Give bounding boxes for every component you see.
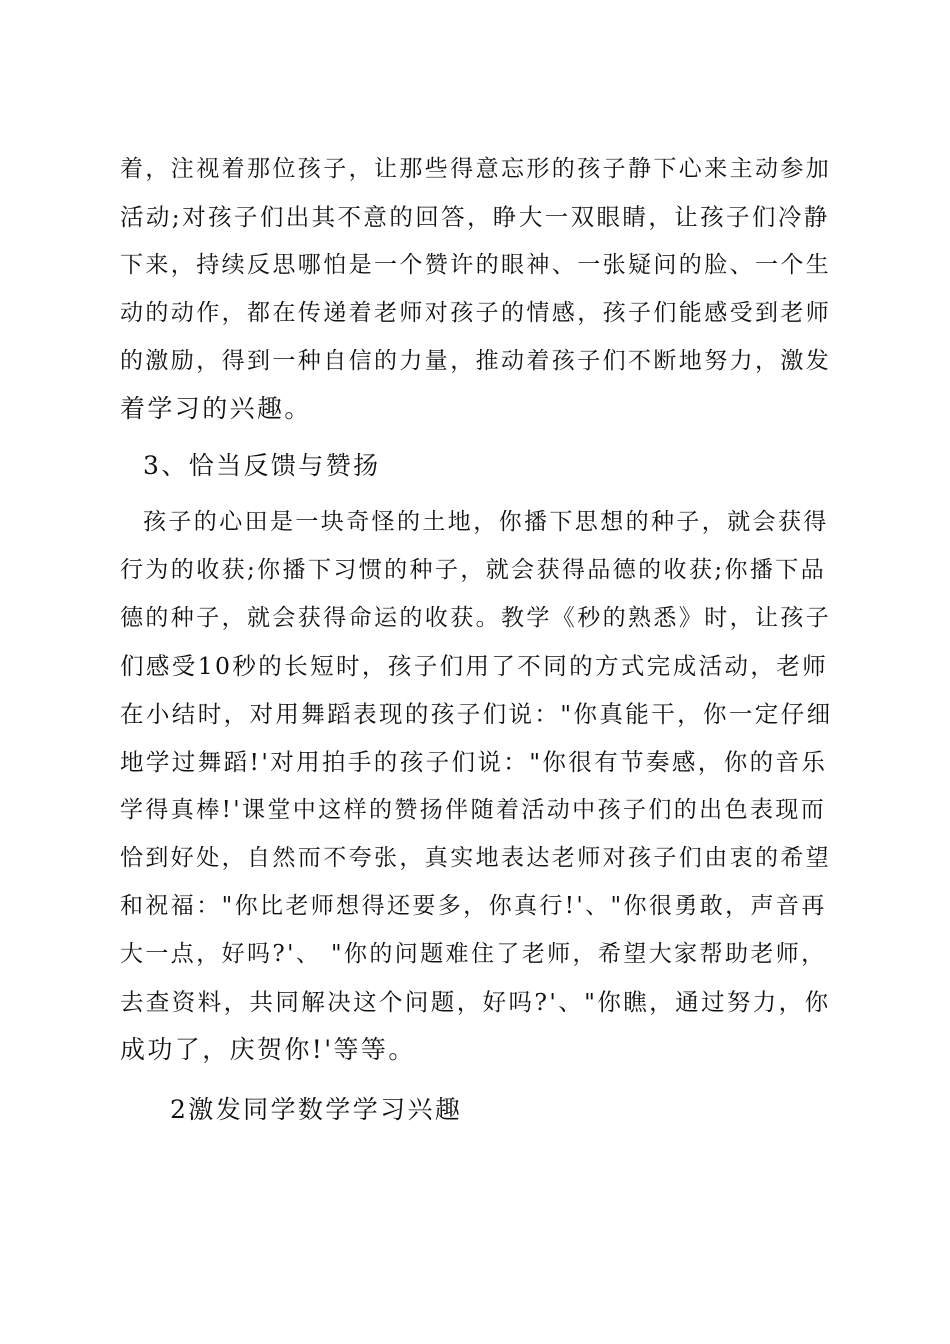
paragraph-line: 学得真棒!'课堂中这样的赞扬伴随着活动中孩子们的出色表现而: [120, 797, 827, 823]
paragraph-line: 在小结时，对用舞蹈表现的孩子们说："你真能干，你一定仔细: [120, 700, 833, 728]
paragraph-line: 孩子的心田是一块奇怪的土地，你播下思想的种子，就会获得: [143, 509, 829, 535]
paragraph-line: 着，注视着那位孩子，让那些得意忘形的孩子静下心来主动参加: [120, 156, 832, 182]
paragraph-line: 去查资料，共同解决这个问题，好吗?'、"你瞧，通过努力，你: [120, 988, 831, 1016]
paragraph-line: 成功了，庆贺你!'等等。: [120, 1035, 416, 1064]
paragraph-line: 地学过舞蹈!'对用拍手的孩子们说："你很有节奏感，你的音乐: [120, 748, 828, 776]
paragraph-line: 行为的收获;你播下习惯的种子，就会获得品德的收获;你播下品: [120, 557, 827, 583]
paragraph-line: 动的动作，都在传递着老师对孩子的情感，孩子们能感受到老师: [120, 300, 832, 326]
paragraph-line: 德的种子，就会获得命运的收获。教学《秒的熟悉》时，让孩子: [120, 605, 832, 631]
paragraph-line: 活动;对孩子们出其不意的回答，睁大一双眼睛，让孩子们冷静: [120, 203, 830, 231]
paragraph-line: 们感受10秒的长短时，孩子们用了不同的方式完成活动，老师: [120, 652, 829, 680]
paragraph-line: 下来，持续反思哪怕是一个赞许的眼神、一张疑问的脸、一个生: [120, 252, 832, 278]
section-heading: 2激发同学数学学习兴趣: [170, 1095, 463, 1124]
paragraph-line: 和祝福："你比老师想得还要多，你真行!'、"你很勇敢，声音再: [120, 893, 827, 919]
section-heading: 3、恰当反馈与赞扬: [143, 451, 381, 480]
paragraph-line: 的激励，得到一种自信的力量，推动着孩子们不断地努力，激发: [120, 348, 832, 374]
paragraph-line: 着学习的兴趣。: [120, 394, 312, 423]
paragraph-line: 大一点，好吗?'、 "你的问题难住了老师，希望大家帮助老师，: [120, 941, 827, 967]
paragraph-line: 恰到好处，自然而不夸张，真实地表达老师对孩子们由衷的希望: [120, 845, 832, 871]
